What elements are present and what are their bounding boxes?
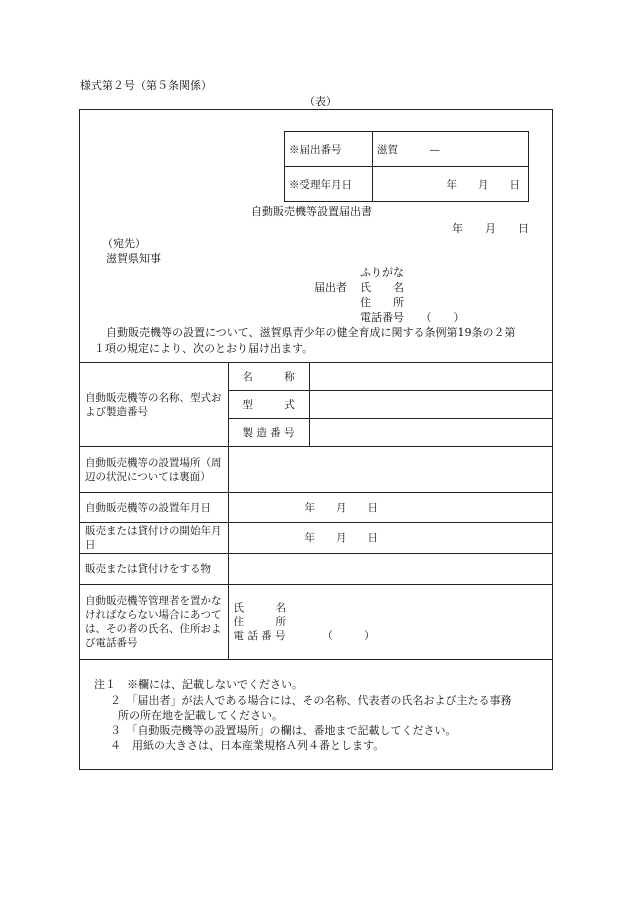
- received-date-value: 年 月 日: [373, 167, 529, 202]
- furigana-label: ふりがな: [360, 266, 404, 279]
- note-4: ４ 用紙の大きさは、日本産業規格Ａ列４番とします。: [110, 739, 385, 752]
- note-2a: ２ 「届出者」が法人である場合には、その名称、代表者の氏名および主たる事務: [110, 694, 512, 707]
- intro-line-1: 自動販売機等の設置について、滋賀県青少年の健全育成に関する条例第19条の２第: [106, 326, 516, 339]
- items-value[interactable]: [228, 554, 552, 585]
- machine-name-label: 名 称: [228, 363, 309, 391]
- machine-name-value[interactable]: [309, 363, 552, 391]
- details-table: [80, 362, 552, 660]
- install-date-value[interactable]: 年 月 日: [228, 493, 552, 523]
- note-3: ３ 「自動販売機等の設置場所」の欄は、番地まで記載してください。: [110, 724, 457, 737]
- date-line: 年 月 日: [452, 222, 529, 235]
- applicant-name-label: 氏 名: [360, 281, 404, 294]
- install-date-label: 自動販売機等の設置年月日: [80, 493, 228, 523]
- addressee: 滋賀県知事: [106, 252, 161, 265]
- form-number: 様式第２号（第５条関係）: [80, 79, 212, 92]
- reg-number-label: ※届出番号: [285, 132, 373, 167]
- document-title: 自動販売機等設置届出書: [251, 205, 372, 218]
- machine-label: 自動販売機等の名称、型式および製造番号: [80, 363, 228, 447]
- serial-number-value[interactable]: [309, 419, 552, 447]
- location-label: 自動販売機等の設置場所（周辺の状況については裏面）: [80, 447, 228, 493]
- manager-phone-label: 電 話 番 号 （ ）: [233, 630, 375, 642]
- reg-number-value: 滋賀 —: [373, 132, 529, 167]
- manager-label: 自動販売機等管理者を置かなければならない場合にあつては、その者の氏名、住所および電話番号: [80, 585, 228, 660]
- start-date-label: 販売または貸付けの開始年月日: [80, 523, 228, 554]
- items-label: 販売または貸付けをする物: [80, 554, 228, 585]
- received-date-label: ※受理年月日: [285, 167, 373, 202]
- applicant-phone-label: 電話番号 （ ）: [360, 311, 465, 324]
- registration-box: [284, 131, 529, 202]
- serial-number-label: 製 造 番 号: [228, 419, 309, 447]
- location-value[interactable]: [228, 447, 552, 493]
- manager-value[interactable]: [228, 585, 552, 660]
- addressee-prefix: （宛先）: [102, 237, 146, 250]
- start-date-value[interactable]: 年 月 日: [228, 523, 552, 554]
- side-label: （表）: [304, 95, 337, 108]
- machine-model-label: 型 式: [228, 391, 309, 419]
- note-2b: 所の所在地を記載してください。: [118, 709, 283, 722]
- applicant-address-label: 住 所: [360, 296, 404, 309]
- applicant-label: 届出者: [314, 281, 347, 294]
- note-1: 注１ ※欄には、記載しないでください。: [94, 678, 303, 691]
- intro-line-2: １項の規定により、次のとおり届け出ます。: [94, 342, 314, 355]
- manager-name-label: 氏 名: [233, 602, 286, 614]
- machine-model-value[interactable]: [309, 391, 552, 419]
- manager-address-label: 住 所: [233, 616, 286, 628]
